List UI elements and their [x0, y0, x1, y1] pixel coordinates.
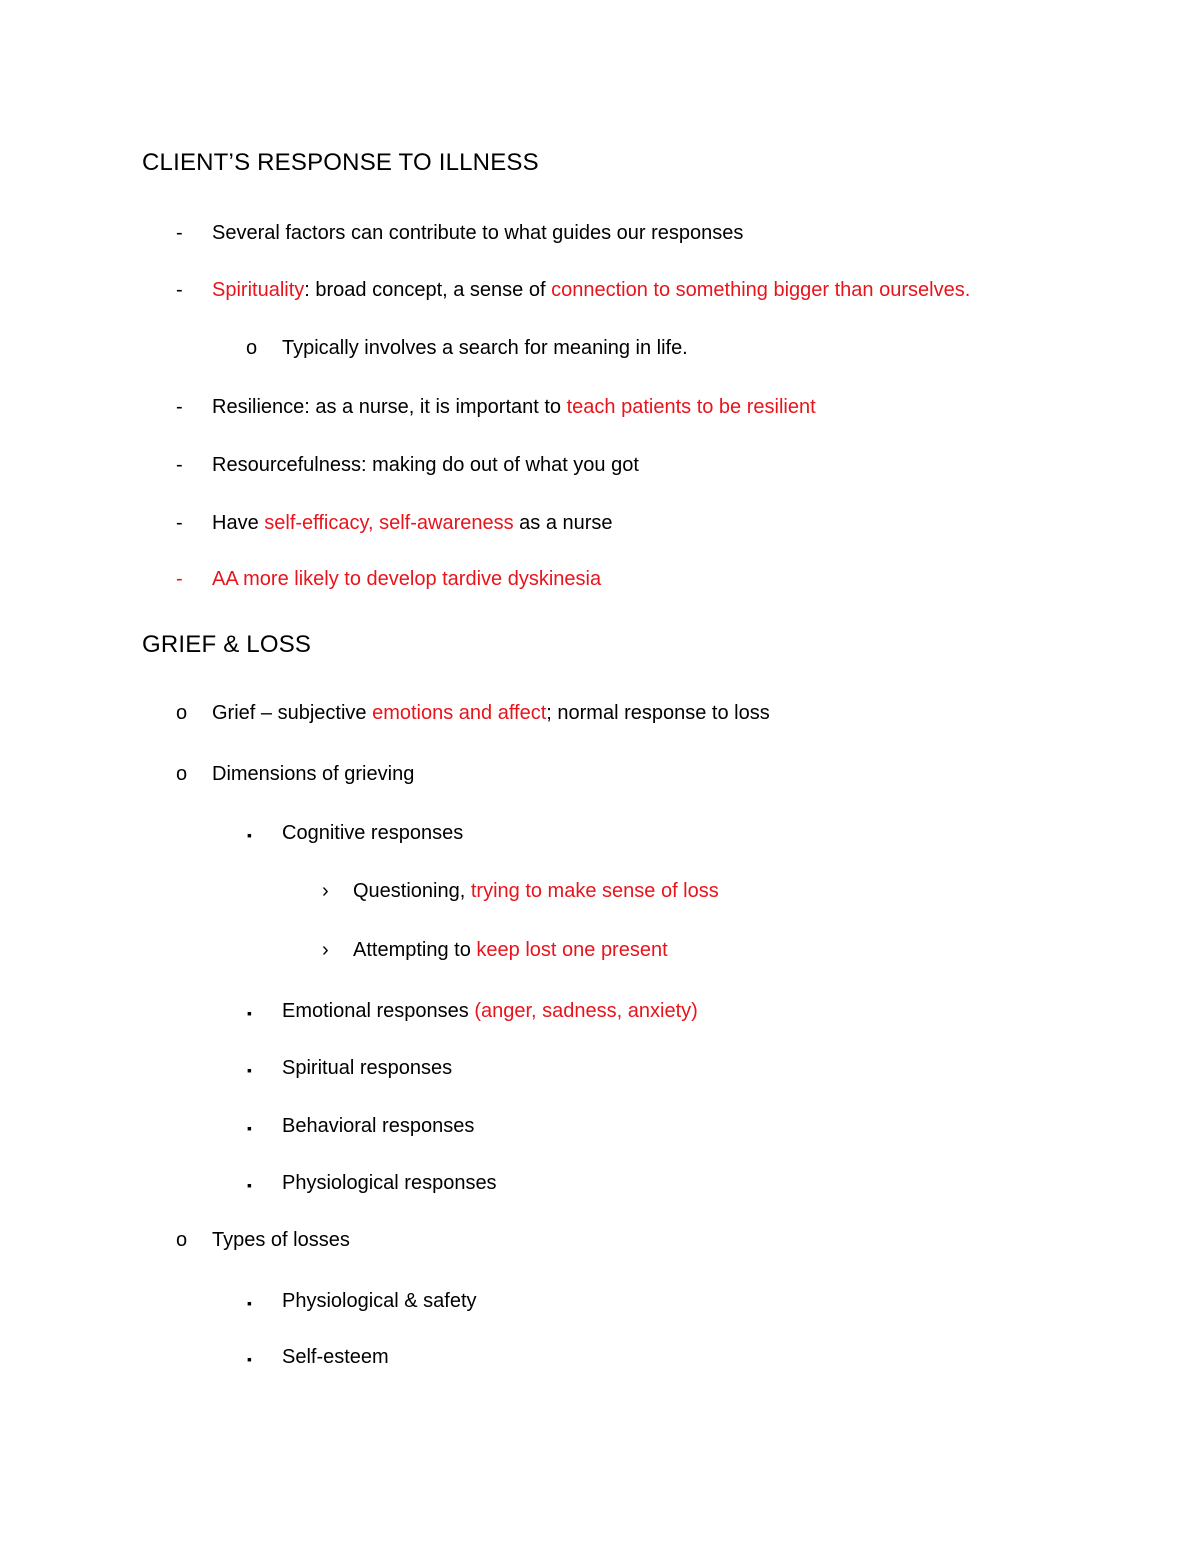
- list-item: [282, 1288, 477, 1314]
- item-text: Self-esteem: [282, 1346, 389, 1368]
- item-text-highlight: connection to something bigger than ourselves.: [551, 279, 971, 301]
- dash-bullet: -: [176, 568, 183, 590]
- dash-bullet: -: [176, 279, 183, 301]
- item-text-highlight: (anger, sadness, anxiety): [474, 1000, 698, 1022]
- item-text: Have: [212, 512, 265, 534]
- item-text: Cognitive responses: [282, 822, 464, 844]
- list-item: [282, 1344, 389, 1370]
- item-text: Questioning,: [353, 880, 471, 902]
- list-item: [212, 220, 743, 246]
- item-text-highlight: AA more likely to develop tardive dyskinesia: [212, 568, 602, 590]
- list-item: [282, 998, 698, 1024]
- dash-bullet: -: [176, 222, 183, 244]
- circle-bullet: o: [176, 702, 188, 724]
- square-bullet: ▪: [247, 1062, 252, 1078]
- list-item: [212, 510, 613, 536]
- item-text: Emotional responses: [282, 1000, 475, 1022]
- arrow-bullet: ›: [322, 939, 329, 961]
- square-bullet: ▪: [247, 1120, 252, 1136]
- item-text: Resilience: as a nurse, it is important to: [212, 396, 567, 418]
- section-heading-client-response: CLIENT’S RESPONSE TO ILLNESS: [142, 149, 539, 176]
- list-item: [353, 878, 719, 904]
- arrow-bullet: ›: [322, 880, 329, 902]
- item-text: : broad concept, a sense of: [304, 279, 552, 301]
- list-item: [282, 820, 463, 846]
- circle-bullet: o: [246, 337, 258, 359]
- item-text-highlight: trying to make sense of loss: [470, 880, 719, 902]
- list-item: [212, 566, 601, 592]
- item-text: Attempting to: [353, 939, 477, 961]
- list-item: [282, 1113, 474, 1139]
- list-item: [353, 937, 668, 963]
- list-item: [282, 1055, 452, 1081]
- item-text: Typically involves a search for meaning in life.: [282, 337, 688, 359]
- list-item: [212, 1227, 350, 1253]
- list-item: [212, 394, 816, 420]
- dash-bullet: -: [176, 396, 183, 418]
- item-text-highlight: self-efficacy, self-awareness: [264, 512, 514, 534]
- square-bullet: ▪: [247, 1177, 252, 1193]
- item-text: Physiological & safety: [282, 1290, 477, 1312]
- list-item: [282, 335, 688, 361]
- item-text: Resourcefulness: making do out of what you got: [212, 454, 639, 476]
- item-text-highlight: emotions and affect: [372, 702, 547, 724]
- list-item: [212, 452, 639, 478]
- square-bullet: ▪: [247, 1351, 252, 1367]
- item-text: as a nurse: [513, 512, 613, 534]
- item-text: ; normal response to loss: [546, 702, 770, 724]
- item-text-highlight: keep lost one present: [476, 939, 668, 961]
- dash-bullet: -: [176, 512, 183, 534]
- list-item: [212, 277, 970, 303]
- item-text: Dimensions of grieving: [212, 763, 415, 785]
- section-heading-grief-loss: GRIEF & LOSS: [142, 631, 312, 658]
- circle-bullet: o: [176, 1229, 188, 1251]
- list-item: [212, 761, 414, 787]
- item-text: Several factors can contribute to what guides our responses: [212, 222, 744, 244]
- list-item: [282, 1170, 497, 1196]
- item-text-highlight: Spirituality: [212, 279, 305, 301]
- square-bullet: ▪: [247, 827, 252, 843]
- circle-bullet: o: [176, 763, 188, 785]
- item-text: Behavioral responses: [282, 1115, 475, 1137]
- item-text: Physiological responses: [282, 1172, 497, 1194]
- item-text: Spiritual responses: [282, 1057, 453, 1079]
- item-text: Grief – subjective: [212, 702, 373, 724]
- dash-bullet: -: [176, 454, 183, 476]
- list-item: [212, 700, 770, 726]
- item-text: Types of losses: [212, 1229, 350, 1251]
- item-text-highlight: teach patients to be resilient: [566, 396, 816, 418]
- square-bullet: ▪: [247, 1005, 252, 1021]
- square-bullet: ▪: [247, 1295, 252, 1311]
